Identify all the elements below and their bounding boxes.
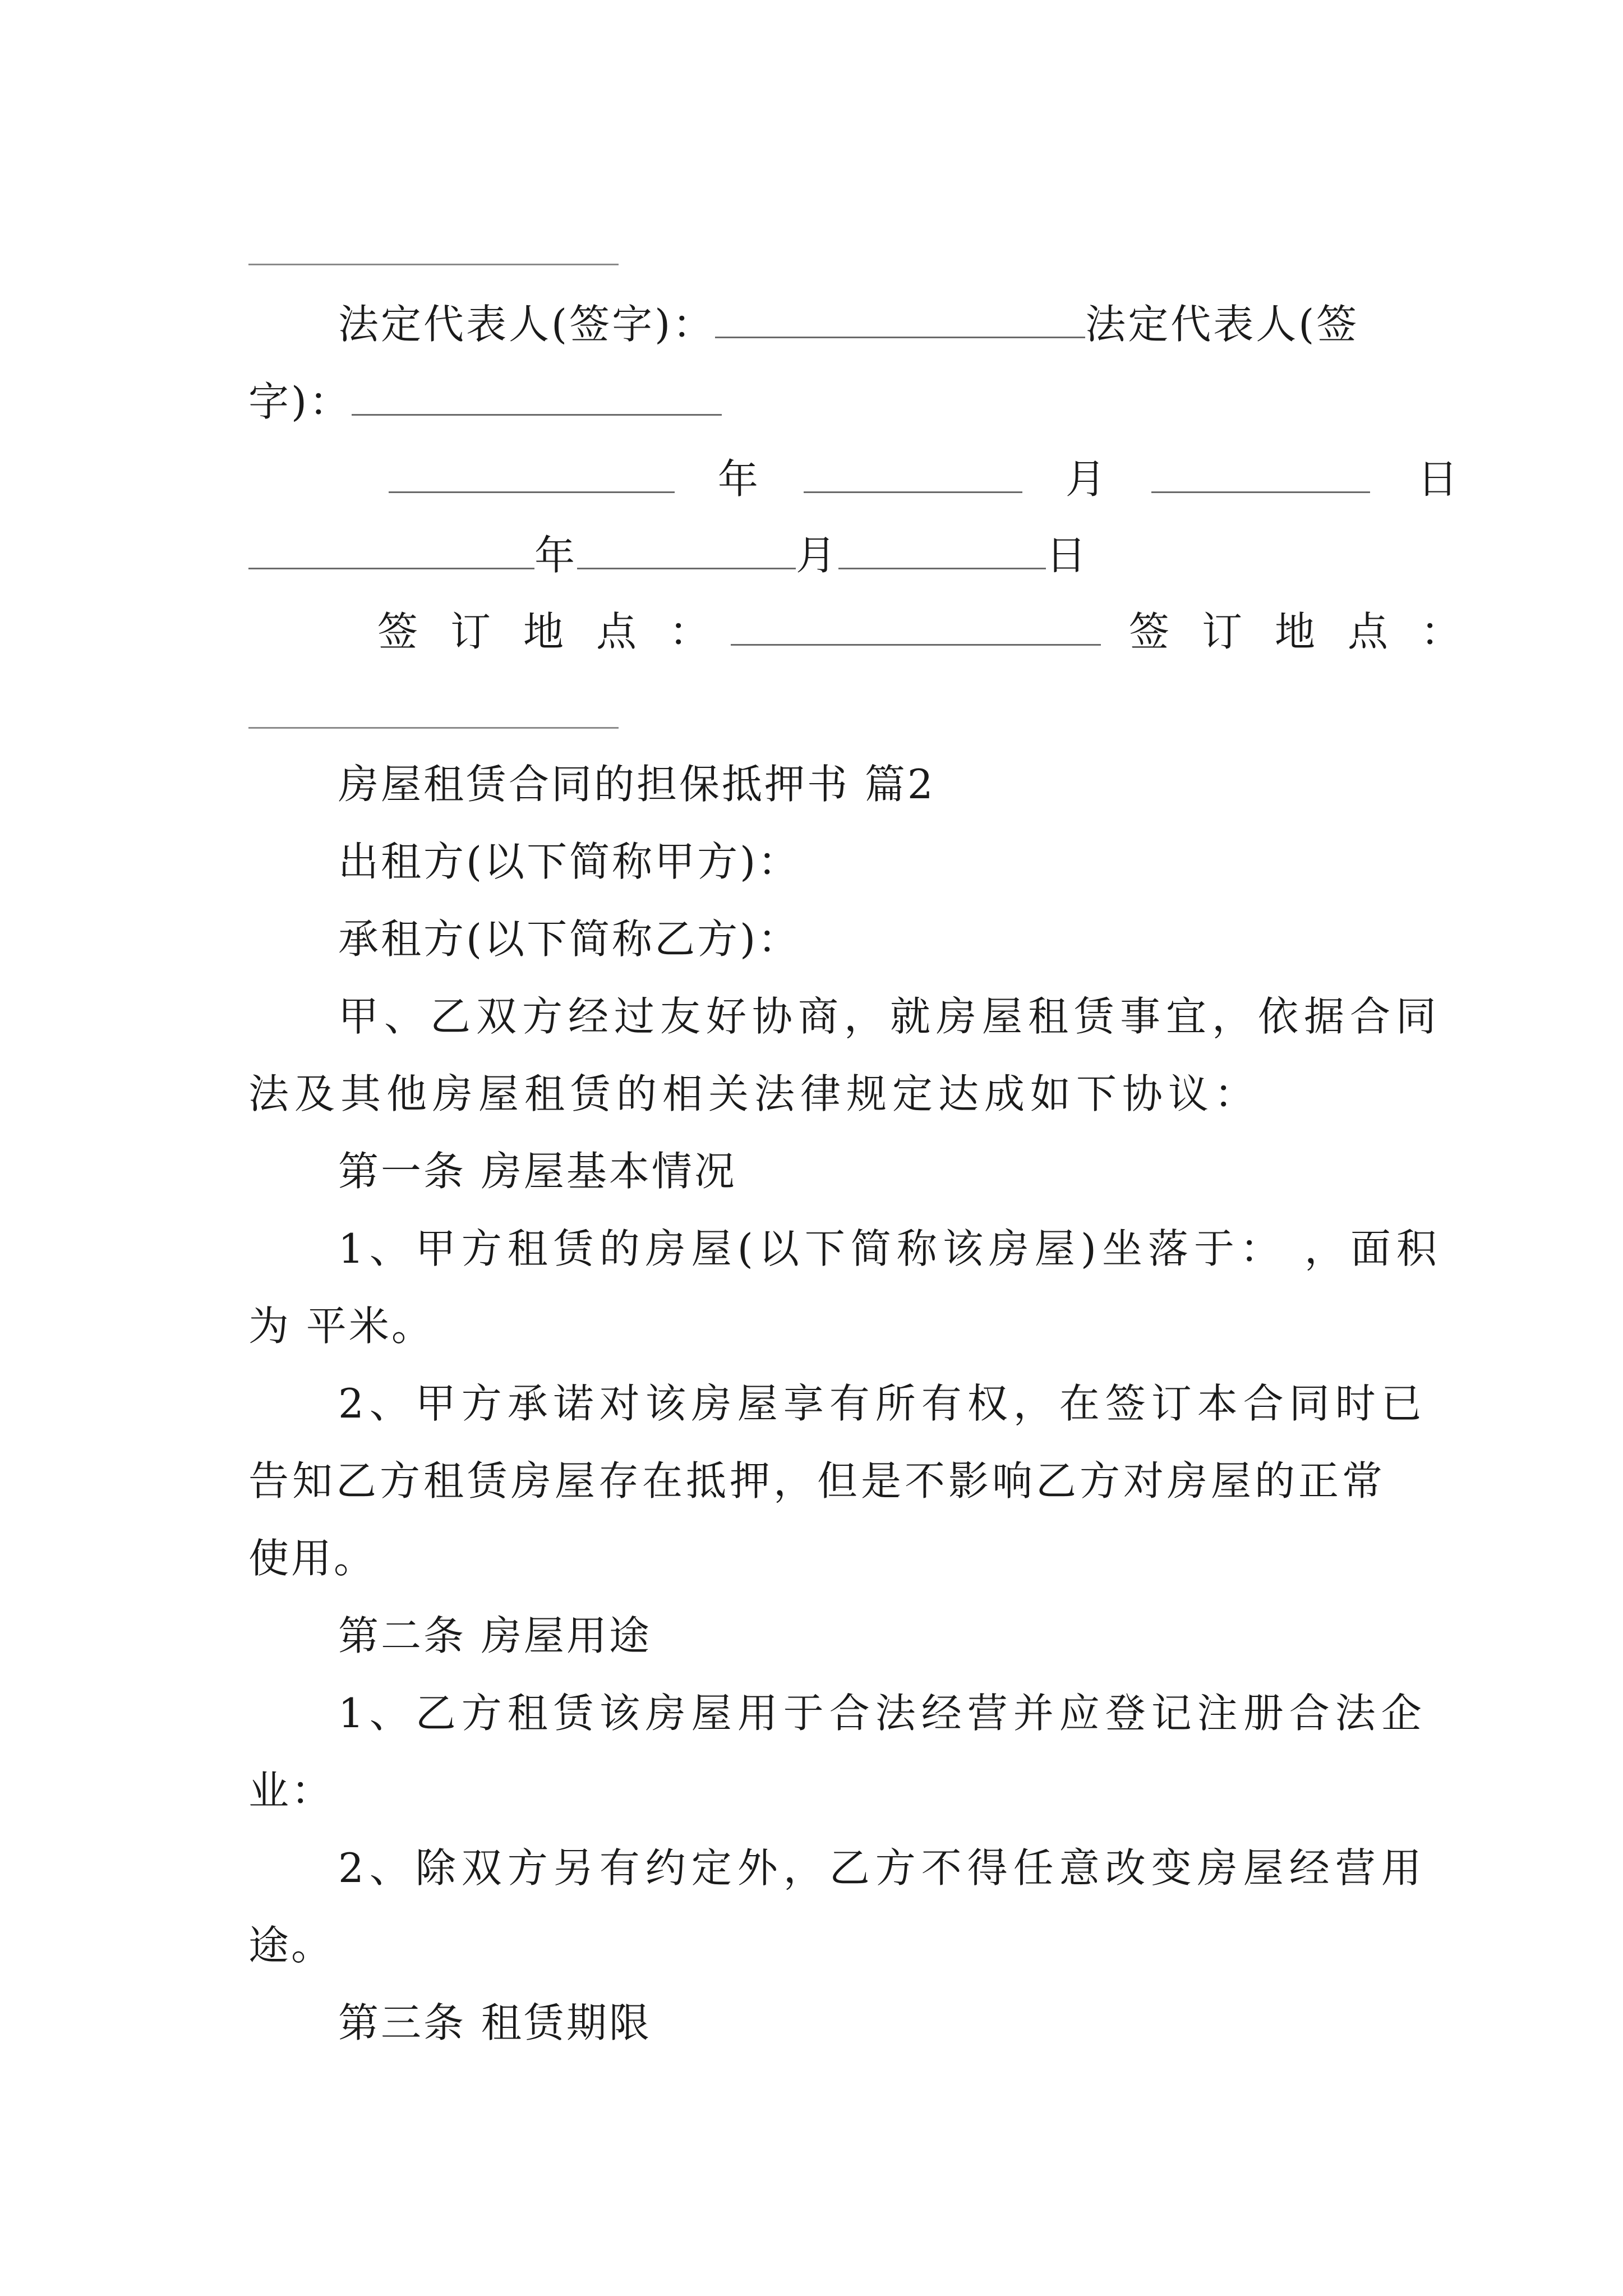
article1-title: 第一条 房屋基本情况 [338, 1148, 737, 1195]
rep-label-a: 法定代表人(签字)： [338, 301, 716, 348]
month-label-a: 月 [1065, 455, 1108, 503]
rep-signature-line [338, 297, 1359, 351]
date-line-a [389, 452, 1460, 506]
article1-item2-line3: 使用。 [248, 1535, 377, 1582]
place-blank-line [248, 727, 619, 729]
date-line-b [248, 528, 1089, 582]
year-label-a: 年 [717, 455, 760, 503]
year-label-b: 年 [534, 532, 578, 579]
intro-line-1: 甲、乙双方经过友好协商，就房屋租赁事宜，依据合同 [338, 993, 1442, 1040]
article2-item2-line2: 途。 [248, 1922, 334, 1969]
rep-blank-b [352, 381, 722, 416]
place-line [377, 605, 1493, 659]
section-title: 房屋租赁合同的担保抵押书 篇2 [338, 761, 935, 808]
month-blank-b [577, 535, 796, 569]
rep-blank-a [715, 304, 1085, 338]
rep-label-b-cont: 字)： [248, 378, 352, 425]
day-blank-b [838, 535, 1046, 569]
day-label-a: 日 [1417, 455, 1460, 503]
signature-blank-line [248, 264, 619, 265]
lessee-line: 承租方(以下简称乙方)： [338, 915, 801, 963]
year-blank-b [248, 535, 534, 569]
article2-item2-line1: 2、除双方另有约定外，乙方不得任意改变房屋经营用 [338, 1844, 1427, 1892]
article2-title: 第二条 房屋用途 [338, 1612, 652, 1659]
day-blank-a [1151, 459, 1370, 493]
article1-item2-line1: 2、甲方承诺对该房屋享有所有权，在签订本合同时已 [338, 1380, 1427, 1427]
month-label-b: 月 [796, 532, 839, 579]
place-blank-a [731, 611, 1101, 646]
intro-line-2: 法及其他房屋租赁的相关法律规定达成如下协议： [248, 1070, 1261, 1117]
month-blank-a [804, 459, 1022, 493]
article1-item2-line2: 告知乙方租赁房屋存在抵押，但是不影响乙方对房屋的正常 [248, 1457, 1386, 1504]
article1-item1-line1: 1、甲方租赁的房屋(以下简称该房屋)坐落于： ，面积 [338, 1225, 1442, 1272]
rep-label-b: 法定代表人(签 [1085, 301, 1359, 348]
article2-item1-line2: 业： [248, 1767, 334, 1814]
article1-item1-line2: 为 平米。 [248, 1303, 434, 1350]
lessor-line: 出租方(以下简称甲方)： [338, 838, 801, 885]
rep-signature-line-cont [248, 375, 722, 429]
article2-item1-line1: 1、乙方租赁该房屋用于合法经营并应登记注册合法企 [338, 1690, 1427, 1737]
day-label-b: 日 [1046, 532, 1089, 579]
article3-title: 第三条 租赁期限 [338, 1999, 652, 2046]
place-label-a: 签订地点： [377, 608, 743, 655]
year-blank-a [389, 459, 675, 493]
place-label-b: 签订地点： [1129, 608, 1494, 655]
